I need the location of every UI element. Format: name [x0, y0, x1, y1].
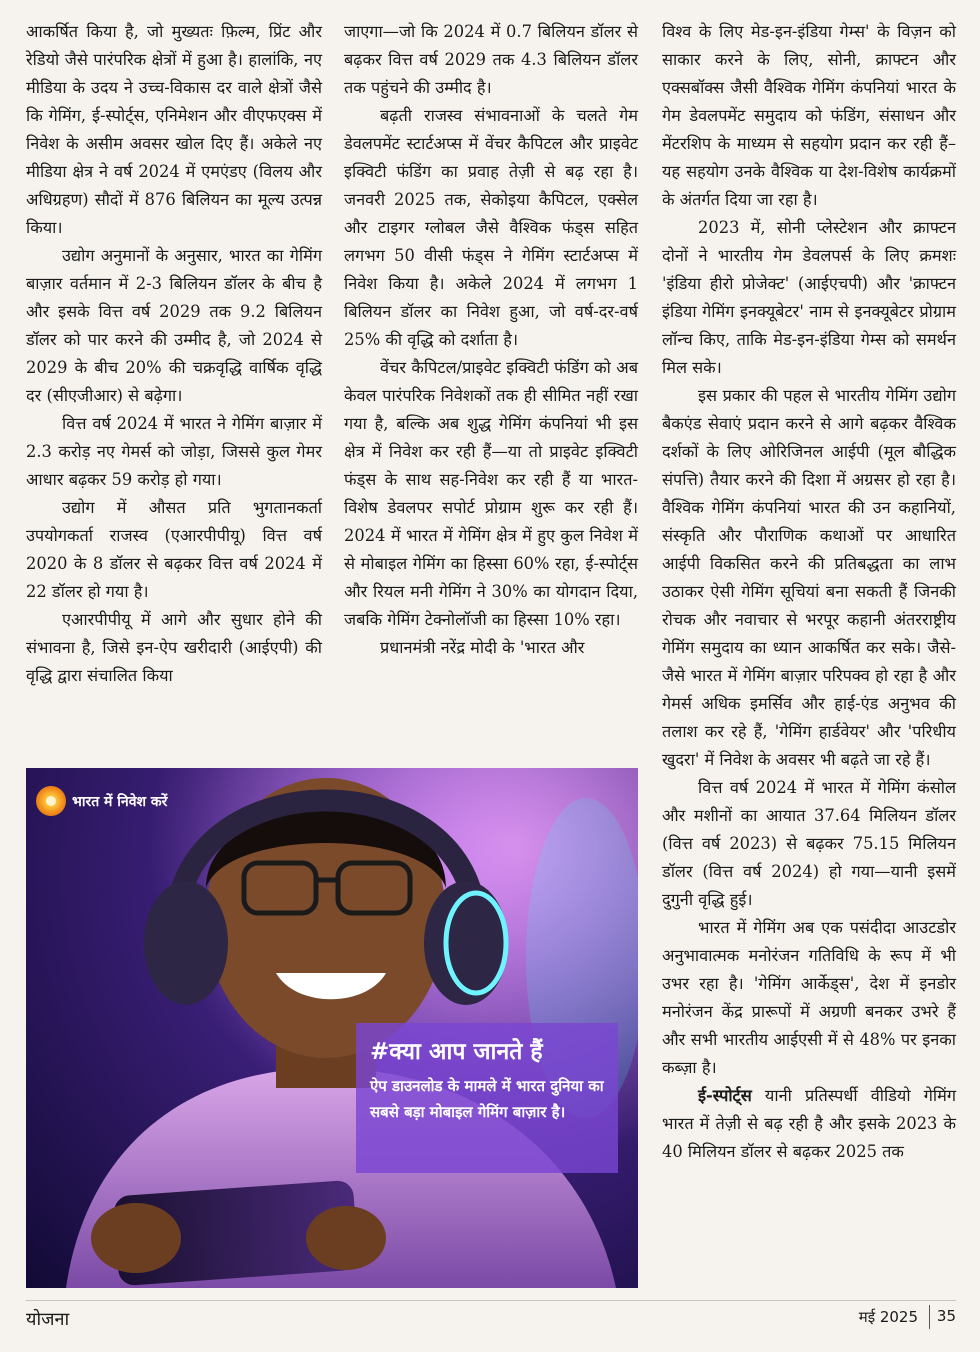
paragraph: प्रधानमंत्री नरेंद्र मोदी के 'भारत और: [380, 638, 585, 657]
paragraph: वेंचर कैपिटल/प्राइवेट इक्विटी फंडिंग को अब केवल पारंपरिक निवेशकों तक ही सीमित नहीं रखा गया है, बल्कि अब शुद्ध गेमिंग कंपनियां भी इस क्षेत्र में निवेश कर रही हैं—या तो प्राइवेट इक्विटी फंड्स के साथ सह-निवेश कर रही हैं या भारत-विशेष डेवलपर सपोर्ट प्रोग्राम शुरू कर रही हैं। 2024 में भारत में गेमिंग क्षेत्र में हुए कुल निवेश में से मोबाइल गेमिंग का हिस्सा 60% रहा, ई-स्पोर्ट्स और रियल मनी गेमिंग ने 30% का योगदान दिया, जबकि गेमिंग टेक्नोलॉजी का हिस्सा 10% रहा।: [344, 358, 638, 629]
paragraph: वित्त वर्ष 2024 में भारत में गेमिंग कंसोल और मशीनों का आयात 37.64 मिलियन डॉलर (वित्त वर्ष 2023) से बढ़कर 75.15 मिलियन डॉलर (वित्त वर्ष 2024) हो गया—यानी इसमें दुगुनी वृद्धि हुई।: [662, 778, 956, 909]
article-column-2: [344, 18, 638, 662]
paragraph: विश्व के लिए मेड-इन-इंडिया गेम्स' के विज़न को साकार करने के लिए, सोनी, क्राफ्टन और एक्सबॉक्स जैसी वैश्विक गेमिंग कंपनियां भारत के गेम डेवलपमेंट समुदाय को फंडिंग, संसाधन और मेंटरशिप के माध्यम से सहयोग प्रदान कर रही हैं– यह सहयोग उनके वैश्विक या देश-विशेष कार्यक्रमों के अंतर्गत दिया जा रहा है।: [662, 22, 956, 209]
paragraph: जाएगा—जो कि 2024 में 0.7 बिलियन डॉलर से बढ़कर वित्त वर्ष 2029 तक 4.3 बिलियन डॉलर तक पहुंचने की उम्मीद है।: [344, 22, 638, 97]
footer-divider: [929, 1305, 930, 1329]
issue-date: मई 2025: [858, 1308, 918, 1326]
paragraph-text: यानी प्रतिस्पर्धी वीडियो गेमिंग भारत में तेज़ी से बढ़ रही है और इसके 2023 के 40 मिलियन डॉलर से बढ़कर 2025 तक: [662, 1086, 956, 1161]
paragraph: 2023 में, सोनी प्लेस्टेशन और क्राफ्टन दोनों ने भारतीय गेम डेवलपर्स के लिए क्रमशः 'इंडिया हीरो प्रोजेक्ट' (आईएचपी) और 'क्राफ्टन इंडिया गेमिंग इनक्यूबेटर' नाम से इनक्यूबेटर प्रोग्राम लॉन्च किए, ताकि मेड-इन-इंडिया गेम्स को समर्थन मिल सके।: [662, 218, 956, 377]
page-number: 35: [936, 1307, 956, 1325]
badge-text: भारत में निवेश करें: [72, 793, 168, 810]
paragraph: आकर्षित किया है, जो मुख्यतः फ़िल्म, प्रिंट और रेडियो जैसे पारंपरिक क्षेत्रों में हुआ है। हालांकि, नए मीडिया के उदय ने उच्च-विकास दर वाले क्षेत्रों जैसे कि गेमिंग, ई-स्पोर्ट्स, एनिमेशन और वीएफएक्स में निवेश के असीम अवसर खोल दिए हैं। अकेले नए मीडिया क्षेत्र ने वर्ष 2024 में एमएंडए (विलय और अधिग्रहण) सौदों में 876 बिलियन का मूल्य उत्पन्न किया।: [26, 22, 322, 237]
paragraph: एआरपीपीयू में आगे और सुधार होने की संभावना है, जिसे इन-ऐप खरीदारी (आईएपी) की वृद्धि द्वारा संचालित किया: [26, 610, 322, 685]
magazine-name: योजना: [26, 1309, 70, 1330]
gamer-photo: [26, 768, 638, 1288]
did-you-know-box: [356, 1023, 618, 1173]
invest-india-badge: [36, 786, 167, 816]
paragraph: उद्योग में औसत प्रति भुगतानकर्ता उपयोगकर्ता राजस्व (एआरपीपीयू) वित्त वर्ष 2020 के 8 डॉलर से बढ़कर वित्त वर्ष 2024 में 22 डॉलर हो गया है।: [26, 498, 322, 601]
paragraph: इस प्रकार की पहल से भारतीय गेमिंग उद्योग बैकएंड सेवाएं प्रदान करने से आगे बढ़कर वैश्विक दर्शकों के लिए ओरिजिनल आईपी (मूल बौद्धिक संपत्ति) तैयार करने की दिशा में अग्रसर हो रहा है। वैश्विक गेमिंग कंपनियां भारत की उन कहानियों, संस्कृति और पौराणिक कथाओं पर आधारित आईपी विकसित करने की प्रतिबद्धता का लाभ उठाकर ऐसी गेमिंग सूचियां बना सकती हैं जिनकी रोचक और नवाचार से भरपूर कहानी अंतरराष्ट्रीय गेमिंग समुदाय का ध्यान आकर्षित कर सके। जैसे-जैसे भारत में गेमिंग बाज़ार परिपक्व हो रहा है और गेमर्स अधिक इमर्सिव और हाई-एंड अनुभव की तलाश कर रहे हैं, 'गेमिंग हार्डवेयर' और 'परिधीय खुदरा' में निवेश के अवसर भी बढ़ते जा रहे हैं।: [662, 386, 956, 769]
invest-india-logo-icon: [36, 786, 66, 816]
page-footer: [26, 1300, 956, 1341]
info-text: ऐप डाउनलोड के मामले में भारत दुनिया का सबसे बड़ा मोबाइल गेमिंग बाज़ार है।: [370, 1077, 604, 1121]
paragraph: भारत में गेमिंग अब एक पसंदीदा आउटडोर अनुभावात्मक मनोरंजन गतिविधि के रूप में भी उभर रहा है। 'गेमिंग आर्केड्स', देश में इनडोर मनोरंजन केंद्र प्रारूपों में अग्रणी बनकर उभरे हैं और सभी भारतीय आईएसी में से 48% पर इनका कब्ज़ा है।: [662, 918, 956, 1077]
paragraph: [662, 1082, 956, 1166]
paragraph: उद्योग अनुमानों के अनुसार, भारत का गेमिंग बाज़ार वर्तमान में 2-3 बिलियन डॉलर के बीच है और इसके वित्त वर्ष 2029 तक 9.2 बिलियन डॉलर को पार करने की उम्मीद है, जो 2024 से 2029 के बीच 20% की चक्रवृद्धि वार्षिक वृद्धि दर (सीएजीआर) से बढ़ेगा।: [26, 246, 322, 405]
paragraph: वित्त वर्ष 2024 में भारत ने गेमिंग बाज़ार में 2.3 करोड़ नए गेमर्स को जोड़ा, जिससे कुल गेमर आधार बढ़कर 59 करोड़ हो गया।: [26, 414, 322, 489]
info-heading: #क्या आप जानते हैं: [370, 1039, 543, 1065]
article-column-1: [26, 18, 322, 690]
paragraph: बढ़ती राजस्व संभावनाओं के चलते गेम डेवलपमेंट स्टार्टअप्स में वेंचर कैपिटल और प्राइवेट इक्विटी फंडिंग का प्रवाह तेज़ी से बढ़ रहा है। जनवरी 2025 तक, सेकोइया कैपिटल, एक्सेल और टाइगर ग्लोबल जैसे वैश्विक फंड्स सहित लगभग 50 वीसी फंड्स ने गेमिंग स्टार्टअप्स में निवेश किया है। अकेले 2024 में लगभग 1 बिलियन डॉलर का निवेश हुआ, जो वर्ष-दर-वर्ष 25% की वृद्धि को दर्शाता है।: [344, 106, 638, 349]
bold-term: ई-स्पोर्ट्स: [698, 1086, 752, 1105]
article-column-3: [662, 18, 956, 1166]
